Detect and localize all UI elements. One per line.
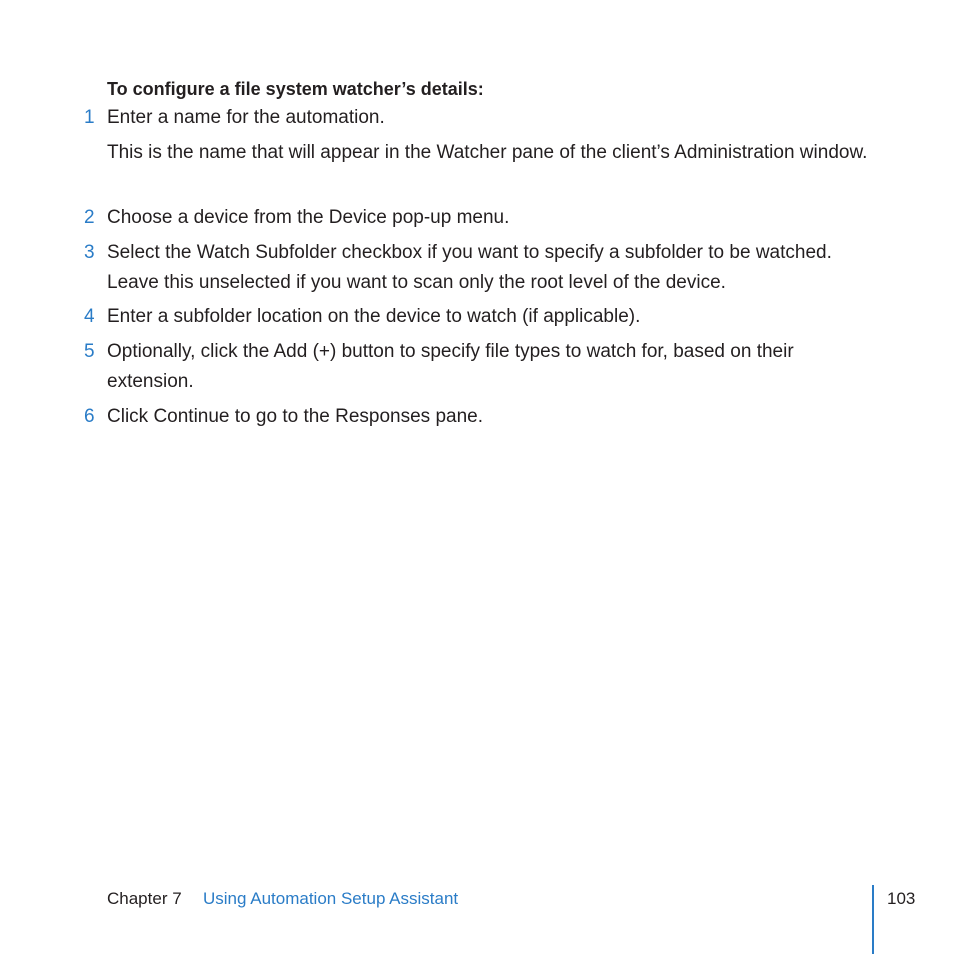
step-number: 1	[84, 107, 95, 128]
step-text: Select the Watch Subfolder checkbox if you want to specify a subfolder to be watched. Leave this unselected if you want to scan only the root level of the device.	[107, 242, 832, 293]
step-number: 6	[84, 406, 95, 427]
footer-chapter-label: Chapter 7	[107, 889, 182, 908]
step-text: Click Continue to go to the Responses pane.	[107, 406, 484, 427]
footer-divider	[872, 885, 874, 954]
step-number: 5	[84, 341, 95, 362]
step-text: Choose a device from the Device pop-up menu.	[107, 207, 510, 228]
step-number: 2	[84, 207, 95, 228]
step-1-note: This is the name that will appear in the Watcher pane of the client’s Administration window.	[107, 142, 868, 163]
page-number: 103	[887, 889, 916, 908]
step-number: 3	[84, 242, 95, 263]
step-text: Optionally, click the Add (+) button to specify file types to watch for, based on their extension.	[107, 341, 794, 392]
step-number: 4	[84, 306, 95, 327]
procedure-heading: To configure a file system watcher’s details:	[107, 79, 484, 99]
footer-chapter-title: Using Automation Setup Assistant	[203, 889, 459, 908]
step-text: Enter a name for the automation.	[107, 107, 385, 128]
step-text: Enter a subfolder location on the device to watch (if applicable).	[107, 306, 641, 327]
